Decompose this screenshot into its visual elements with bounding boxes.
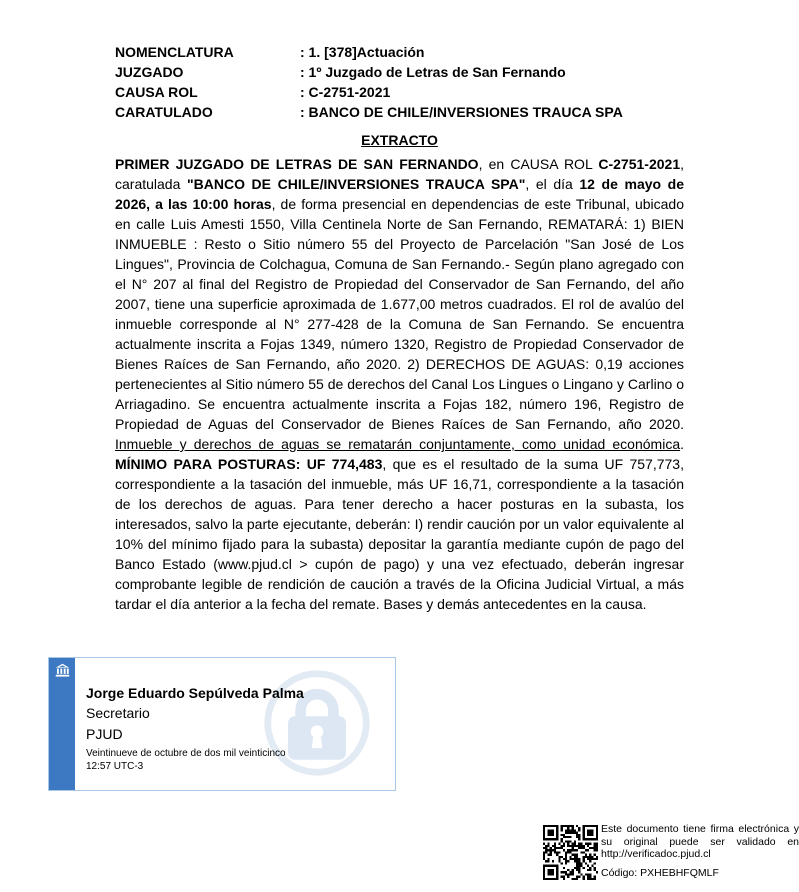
case-header [115,0,684,122]
extract-title: EXTRACTO [361,132,438,148]
qr-code [543,824,598,881]
header-value: : 1. [378]Actuación [300,44,425,60]
header-row-nomenclatura [115,42,684,62]
header-value: : C-2751-2021 [300,84,391,100]
header-label: CARATULADO [115,104,213,120]
signature-date: Veintinueve de octubre de dos mil veinticinco [86,748,286,759]
header-value: : BANCO DE CHILE/INVERSIONES TRAUCA SPA [300,104,623,120]
header-row-juzgado [115,62,684,82]
signature-details [86,684,386,773]
signer-role: Secretario [86,705,150,721]
bank-icon [54,662,71,679]
signer-name: Jorge Eduardo Sepúlveda Palma [86,685,304,701]
header-label: NOMENCLATURA [115,44,234,60]
signature-card [48,657,396,791]
header-label: CAUSA ROL [115,84,198,100]
signature-time: 12:57 UTC-3 [86,761,144,772]
header-label: JUZGADO [115,64,184,80]
signer-institution: PJUD [86,726,123,742]
signature-accent-bar [49,658,75,790]
verification-text: Este documento tiene firma electrónica y su original puede ser validado en http://verificadoc.pjud.cl [601,823,799,860]
extract-body-paragraph: PRIMER JUZGADO DE LETRAS DE SAN FERNANDO, en CAUSA ROL C-2751-2021, caratulada "BANCO DE CHILE/INVERSIONES TRAUCA SPA", el día 12 de mayo de 2026, a las 10:00 horas, de forma presencial en dependencias de este Tribunal, ubicado en calle Luis Amesti 1550, Villa Centinela Norte de San Fernando, REMATARÁ: 1) BIEN INMUEBLE : Resto o Sitio número 55 del Proyecto de Parcelación "San José de Los Lingues", Provincia de Colchagua, Comuna de San Fernando.- Según plano agregado con el N° 207 al final del Registro de Propiedad del Conservador de San Fernando, del año 2007, tiene una superficie aproximada de 1.677,00 metros cuadrados. El rol de avalúo del inmueble corresponde al N° 277-428 de la Comuna de San Fernando. Se encuentra actualmente inscrita a Fojas 1349, número 1320, Registro de Propiedad Conservador de Bienes Raíces de San Fernando, año 2020. 2) DERECHOS DE AGUAS: 0,19 acciones pertenecientes al Sitio número 55 de derechos del Canal Los Lingues o Lingano y Carlino o Arriagadino. Se encuentra actualmente inscrita a Fojas 182, número 196, Registro de Propiedad de Aguas del Conservador de Bienes Raíces de San Fernando, año 2020. Inmueble y derechos de aguas se rematarán conjuntamente, como unidad económica. MÍNIMO PARA POSTURAS: UF 774,483, que es el resultado de la suma UF 757,773, correspondiente a la tasación del inmueble, más UF 16,71, correspondiente a la tasación de los derechos de aguas. Para tener derecho a hacer posturas en la subasta, los interesados, salvo la parte ejecutante, deberán: I) rendir caución por un valor equivalente al 10% del mínimo fijado para la subasta) depositar la garantía mediante cupón de pago del Banco Estado (www.pjud.cl > cupón de pago) y una vez efectuado, deberán ingresar comprobante legible de rendición de caución a través de la Oficina Judicial Virtual, a más tardar el día anterior a la fecha del remate. Bases y demás antecedentes en la causa. [115,156,684,612]
verification-code: Código: PXHEBHFQMLF [601,867,719,879]
header-row-causa-rol [115,82,684,102]
header-value: : 1º Juzgado de Letras de San Fernando [300,64,566,80]
header-row-caratulado [115,102,684,122]
